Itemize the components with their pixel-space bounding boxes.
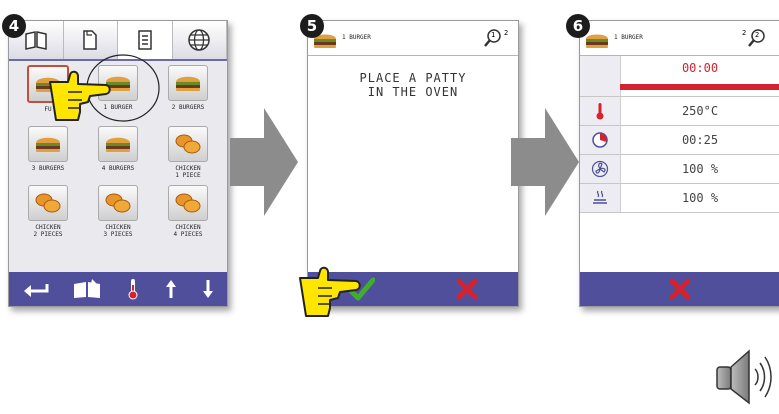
tab-globe[interactable] [173,21,228,59]
recipe-label: FU [44,106,52,113]
recipe-label: 1 BURGER [103,104,133,111]
back-icon[interactable] [21,280,49,298]
fan-row [580,155,779,184]
step-total: 2 [504,29,509,37]
cancel-x-button[interactable] [456,278,478,300]
book-icon [24,30,48,50]
recipe-label: 2 BURGERS [171,104,205,111]
clock-icon [591,131,609,149]
recipe-thumbnail[interactable] [28,185,68,221]
flow-arrow-icon [511,108,579,216]
fan-speed-value[interactable]: 100 % [681,162,719,176]
instruction-line-1: PLACE A PATTY [359,71,467,85]
recipe-item[interactable] [153,185,223,238]
recipe-thumbnail[interactable] [168,126,208,162]
thermometer-icon [595,102,605,120]
humidity-value[interactable]: 100 % [681,191,719,205]
cancel-x-button[interactable] [669,278,691,300]
pointing-hand-icon [294,258,362,320]
recipe-title: 1 BURGER [614,34,643,41]
recipe-item[interactable] [83,185,153,238]
recipe-thumbnail[interactable] [98,126,138,162]
globe-icon [187,28,211,52]
cooking-toolbar [580,272,779,306]
recipe-label: CHICKEN 2 PIECES [33,224,63,238]
chicken-icon [104,192,132,214]
speaker-sound-icon [705,345,775,409]
recipe-title: 1 BURGER [342,34,371,41]
document-icon [81,29,99,51]
step-number: 2 [755,31,760,39]
recipe-header [580,21,779,56]
recipe-thumbnail[interactable] [28,126,68,162]
arrow-down-icon[interactable] [201,278,215,300]
timer-row-spacer [580,56,621,96]
step-indicator [484,29,509,51]
steam-icon [591,189,609,207]
chicken-icon [34,192,62,214]
temperature-row [580,97,779,126]
flow-arrow-icon [230,108,298,216]
chicken-icon [174,192,202,214]
menu-toolbar [9,272,227,306]
recipe-item[interactable] [83,126,153,179]
step-total: 2 [742,29,747,37]
time-value[interactable]: 00:25 [681,133,719,147]
step-badge-5: 5 [300,14,324,38]
pointing-hand-icon [44,62,112,124]
recipe-item[interactable] [13,185,83,238]
step-number: 1 [491,31,496,39]
burger-icon [584,31,610,49]
recipe-header [308,21,518,56]
time-row [580,126,779,155]
recipe-label: CHICKEN 3 PIECES [103,224,133,238]
instruction-text [308,71,518,99]
step-indicator [742,29,766,51]
timer-row [580,56,779,97]
recipe-thumbnail[interactable] [168,65,208,101]
progress-bar [620,84,779,90]
recipe-label: 4 BURGERS [101,165,135,172]
instruction-line-2: IN THE OVEN [367,85,459,99]
chicken-icon [174,133,202,155]
fan-icon [591,160,609,178]
recipe-thumbnail[interactable] [168,185,208,221]
list-icon [136,29,154,51]
recipe-label: CHICKEN 1 PIECE [175,165,201,179]
recipe-item[interactable] [153,65,223,120]
countdown-timer: 00:00 [681,61,719,75]
recipe-label: 3 BURGERS [31,165,65,172]
burger-icon [34,134,62,154]
temperature-value[interactable]: 250°C [681,104,719,118]
recipe-item[interactable] [13,126,83,179]
recipe-thumbnail[interactable] [98,185,138,221]
arrow-up-icon[interactable] [164,278,178,300]
thermometer-icon[interactable] [126,277,140,301]
manual-book-icon[interactable] [72,279,102,299]
recipe-item[interactable] [153,126,223,179]
burger-icon [104,134,132,154]
burger-icon [174,73,202,93]
step-badge-6: 6 [566,14,590,38]
humidity-row [580,184,779,213]
cooking-screen [579,20,779,307]
step-badge-4: 4 [2,14,26,38]
recipe-label: CHICKEN 4 PIECES [173,224,203,238]
